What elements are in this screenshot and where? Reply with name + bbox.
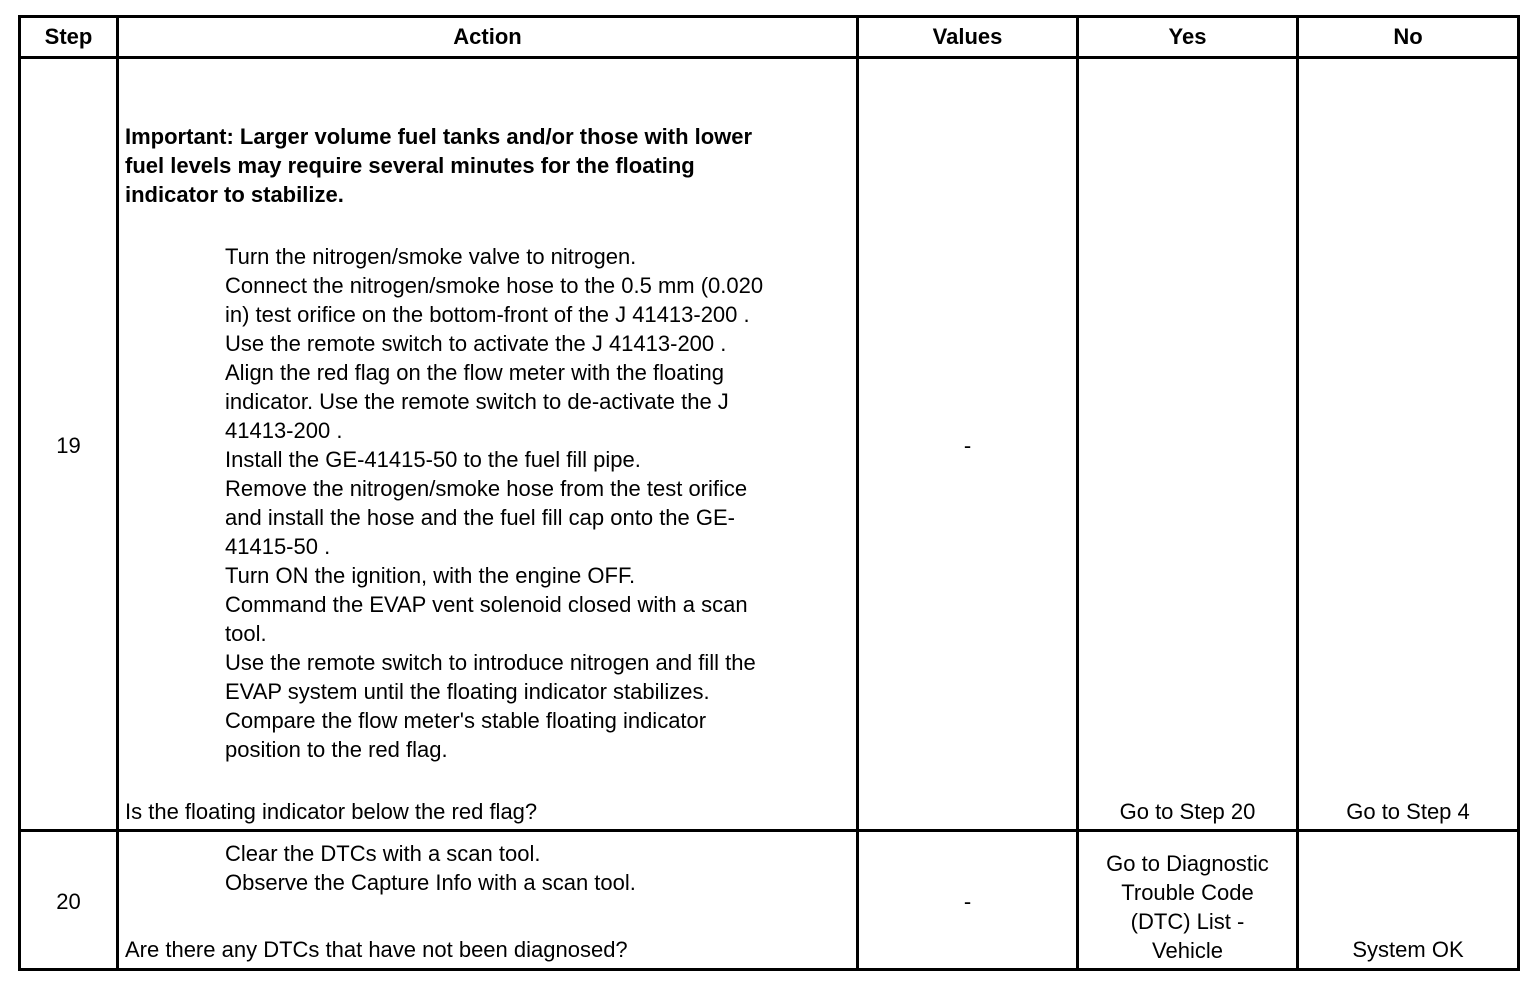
header-yes: Yes — [1168, 24, 1207, 49]
action-line: Remove the nitrogen/smoke hose from the test orifice — [225, 476, 748, 501]
column-divider — [1296, 15, 1299, 971]
action-line: EVAP system until the floating indicator stabilizes. — [225, 679, 710, 704]
action-line: Observe the Capture Info with a scan tool. — [225, 870, 636, 895]
question: Are there any DTCs that have not been diagnosed? — [125, 937, 628, 962]
header-no: No — [1393, 24, 1423, 49]
step-number: 20 — [56, 889, 81, 914]
action-line: in) test orifice on the bottom-front of the J 41413-200 . — [225, 302, 750, 327]
values-cell: - — [963, 433, 972, 458]
action-line: indicator. Use the remote switch to de-activate the J — [225, 389, 729, 414]
action-line: Compare the flow meter's stable floating indicator — [225, 708, 707, 733]
action-steps — [225, 839, 853, 897]
action-line: Use the remote switch to introduce nitrogen and fill the — [225, 650, 756, 675]
action-line: Connect the nitrogen/smoke hose to the 0.5 mm (0.020 — [225, 273, 764, 298]
yes-cell: Go to Step 20 — [1119, 799, 1256, 824]
action-steps — [225, 242, 853, 764]
action-line: 41415-50 . — [225, 534, 331, 559]
action-line: position to the red flag. — [225, 737, 448, 762]
action-line: Use the remote switch to activate the J 41413-200 . — [225, 331, 727, 356]
values-cell: - — [963, 889, 972, 914]
header-values: Values — [932, 24, 1003, 49]
column-divider — [1076, 15, 1079, 971]
no-cell: System OK — [1352, 937, 1464, 962]
action-line: Install the GE-41415-50 to the fuel fill pipe. — [225, 447, 641, 472]
action-line: Command the EVAP vent solenoid closed with a scan — [225, 592, 748, 617]
action-line: Turn the nitrogen/smoke valve to nitrogen. — [225, 244, 637, 269]
important-note: Important: Larger volume fuel tanks and/or those with lower fuel levels may require several minutes for the floating indicator to stabilize. — [125, 124, 753, 207]
column-divider — [116, 15, 119, 971]
action-line: 41413-200 . — [225, 418, 343, 443]
header-divider — [18, 56, 1520, 59]
question: Is the floating indicator below the red flag? — [125, 799, 538, 824]
row-divider — [18, 829, 1520, 832]
yes-cell: Go to Diagnostic Trouble Code (DTC) List - Vehicle — [1106, 851, 1269, 963]
action-line: Turn ON the ignition, with the engine OFF. — [225, 563, 636, 588]
action-line: Align the red flag on the flow meter with the floating — [225, 360, 724, 385]
action-line: and install the hose and the fuel fill cap onto the GE- — [225, 505, 735, 530]
step-number: 19 — [56, 433, 81, 458]
column-divider — [856, 15, 859, 971]
header-action: Action — [453, 24, 522, 49]
action-line: tool. — [225, 621, 267, 646]
no-cell: Go to Step 4 — [1346, 799, 1470, 824]
action-line: Clear the DTCs with a scan tool. — [225, 841, 541, 866]
header-step: Step — [44, 24, 93, 49]
